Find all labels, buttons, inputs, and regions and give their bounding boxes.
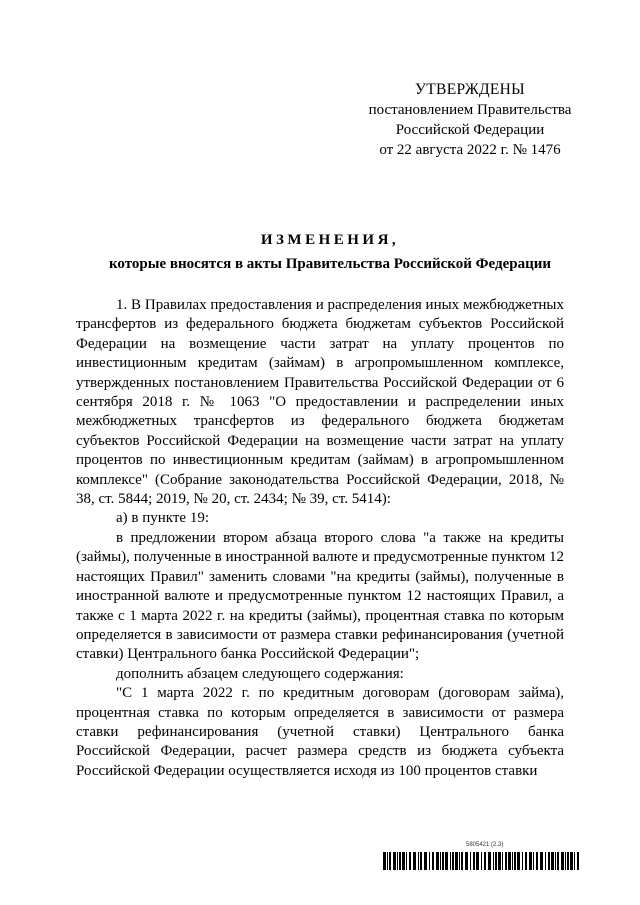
barcode-bar <box>473 852 475 870</box>
barcode-bar <box>418 852 419 870</box>
barcode-bar <box>498 852 501 870</box>
barcode-bar <box>455 852 458 870</box>
barcode-bar <box>536 852 538 870</box>
barcode-bar <box>481 852 482 870</box>
paragraph-2: а) в пункте 19: <box>116 510 210 527</box>
barcode-bar <box>429 852 430 870</box>
barcode-bar <box>470 852 471 870</box>
approval-line-1: постановлением Правительства <box>368 102 572 118</box>
barcode-bar <box>383 852 386 870</box>
barcode-bar <box>505 852 507 870</box>
paragraph-5: "С 1 марта 2022 г. по кредитным договорам (договорам займа), процентная ставка по которым определяется в зависимости от размера ставки рефинансирования (учетной ставки) Центрального банка Российской Федерации, расчет размера средств из бюджета субъекта Российской Федерации осуществляется исходя из 100 процентов ставки <box>76 685 564 779</box>
barcode-bar <box>424 852 427 870</box>
barcode-bar <box>387 852 388 870</box>
barcode-bar <box>440 852 441 870</box>
barcode-bar <box>557 852 559 870</box>
barcode-bar <box>459 852 460 870</box>
barcode-image <box>383 852 583 870</box>
barcode-bar <box>409 852 411 870</box>
barcode-bar <box>445 852 448 870</box>
barcode-bar <box>399 852 401 870</box>
barcode-bar <box>574 852 575 870</box>
paragraph-3: в предложении втором абзаца второго слова "а также на кредиты (займы), полученные в иностранной валюте и предусмотренные пунктом 12 настоящих Правил" заменить словами "на кредиты (займы), полученные в иностранной валюте и предусмотренные пунктом 12 настоящих Правил, а также с 1 марта 2022 г. на кредиты (займы), процентная ставка по которым определяется в зависимости от размера ставки рефинансирования (учетной ставки) Центрального банка Российской Федерации"; <box>76 529 564 663</box>
barcode-bar <box>533 852 534 870</box>
barcode-bar <box>540 852 543 870</box>
barcode-bar <box>577 852 579 870</box>
approval-line-3: от 22 августа 2022 г. № 1476 <box>379 142 561 158</box>
barcode-bar <box>397 852 398 870</box>
barcode-bar <box>465 852 468 870</box>
barcode-bar <box>452 852 454 870</box>
barcode-bar <box>561 852 564 870</box>
barcode-bar <box>420 852 422 870</box>
paragraph-1: 1. В Правилах предоставления и распределения иных межбюджетных трансфертов из федерального бюджета бюджетам субъектов Российской Федерации на возмещение части затрат на уплату процентов по инвестиционным кредитам (займам) в агропромышленном комплексе, утвержденных постановлением Правительства Российской Федерации от 6 сентября 2018 г. № 1063 "О предоставлении и распределении иных межбюджетных трансфертов из федерального бюджета бюджетам субъектов Российской Федерации на возмещение части затрат на уплату процентов по инвестиционным кредитам (займам) в агропромышленном комплексе" (Собрание законодательства Российской Федерации, 2018, № 38, ст. 5844; 2019, № 20, ст. 2434; № 39, ст. 5414): <box>76 297 564 508</box>
approval-block <box>330 80 610 160</box>
barcode-bar <box>502 852 503 870</box>
barcode-bar <box>393 852 396 870</box>
barcode-bar <box>476 852 479 870</box>
barcode-label: 5805421 (2.3) <box>466 842 504 848</box>
barcode-bar <box>514 852 516 870</box>
barcode-bar <box>555 852 556 870</box>
barcode-bar <box>512 852 513 870</box>
barcode-bar <box>522 852 523 870</box>
barcode-bar <box>495 852 497 870</box>
barcode-bar <box>413 852 416 870</box>
barcode-bar <box>570 852 573 870</box>
barcode-bar <box>484 852 486 870</box>
barcode-bar <box>545 852 546 870</box>
document-title: ИЗМЕНЕНИЯ, <box>260 232 400 248</box>
barcode-bar <box>432 852 434 870</box>
approval-line-2: Российской Федерации <box>395 122 545 138</box>
barcode-bar <box>402 852 405 870</box>
barcode-bar <box>565 852 566 870</box>
barcode-bar <box>450 852 451 870</box>
barcode-bar <box>406 852 407 870</box>
barcode-bar <box>517 852 520 870</box>
barcode-bar <box>525 852 527 870</box>
barcode-bar <box>493 852 494 870</box>
barcode-bar <box>551 852 554 870</box>
document-body <box>76 296 564 781</box>
barcode-bar <box>548 852 550 870</box>
barcode-bar <box>488 852 491 870</box>
paragraph-4: дополнить абзацем следующего содержания: <box>116 665 404 682</box>
barcode-bar <box>442 852 444 870</box>
barcode-bar <box>389 852 391 870</box>
barcode-bar <box>461 852 463 870</box>
barcode-bar <box>508 852 511 870</box>
barcode-bar <box>436 852 439 870</box>
document-subtitle: которые вносятся в акты Правительства Российской Федерации <box>108 256 552 272</box>
barcode-bar <box>567 852 569 870</box>
barcode-bar <box>529 852 532 870</box>
approval-heading: УТВЕРЖДЕНЫ <box>415 81 525 98</box>
